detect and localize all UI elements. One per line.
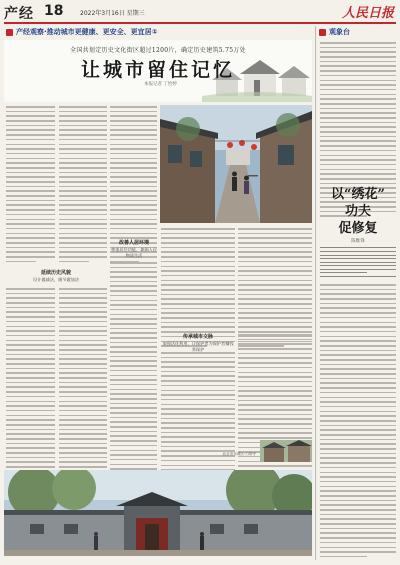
main-photo-alley xyxy=(160,105,312,223)
feature-byline: 本报记者 丁怡婷 xyxy=(144,82,177,87)
photo-caption: 北京市东城区·白塔寺 xyxy=(222,452,256,456)
alley-scene xyxy=(160,105,312,223)
column-label-left xyxy=(6,26,158,38)
page-header xyxy=(0,0,400,24)
subhead-block-1 xyxy=(6,270,106,283)
page-section-name: 产经 xyxy=(4,6,34,22)
sidebar-headline-line-1: 以“绣花” xyxy=(331,187,385,202)
header-rule xyxy=(4,22,396,24)
feature-headline: 让城市留住记忆 xyxy=(80,59,235,81)
article-col-3b xyxy=(110,262,157,492)
subhead-block-2 xyxy=(110,240,158,259)
sidebar-author: 陈维锋 xyxy=(351,239,365,244)
feature-headline-block xyxy=(4,40,312,102)
feature-kicker: 全国共划定历史文化街区超过1200片，确定历史建筑5.75万处 xyxy=(70,47,246,54)
subhead-2-sub: 尊重居住功能，兼顾人民物质生活 xyxy=(110,247,158,258)
subhead-1-title: 延续历史风貌 xyxy=(40,270,71,276)
article-col-2 xyxy=(59,106,107,265)
label-square-icon xyxy=(319,29,326,36)
subhead-1-sub: 设计做减法，细节做加法 xyxy=(32,277,80,282)
column-divider xyxy=(315,26,316,560)
sidebar-summary xyxy=(320,247,396,277)
subhead-3-sub: 加强活化利用，让保护者为保护者赚钱养保护 xyxy=(162,341,234,352)
page-number: 18 xyxy=(44,3,64,19)
label-square-icon xyxy=(6,29,13,36)
article-col-1 xyxy=(6,106,55,265)
page-date: 2022年3月16日 星期三 xyxy=(80,10,145,17)
sidebar-headline-line-2: 功夫 xyxy=(344,204,371,219)
article-col-4 xyxy=(161,228,235,350)
column-label-left-text: 产经观察·推动城市更健康、更安全、更宜居① xyxy=(16,28,158,36)
subhead-3-title: 传承城市文脉 xyxy=(182,334,213,340)
small-photo-courtyard xyxy=(260,440,312,462)
bottom-photo-hutong xyxy=(4,470,312,556)
sidebar-text-bottom xyxy=(320,284,396,561)
courtyard-scene xyxy=(260,440,312,462)
masthead-logo: 人民日报 xyxy=(341,6,394,21)
column-label-right xyxy=(319,26,350,38)
column-label-right-text: 观象台 xyxy=(329,28,350,36)
sidebar-headline-line-3: 促修复 xyxy=(338,221,378,236)
subhead-2-title: 改善人居环境 xyxy=(118,240,149,246)
hutong-street-scene xyxy=(4,470,312,556)
subhead-block-3 xyxy=(161,334,235,353)
article-col-5 xyxy=(238,228,312,350)
